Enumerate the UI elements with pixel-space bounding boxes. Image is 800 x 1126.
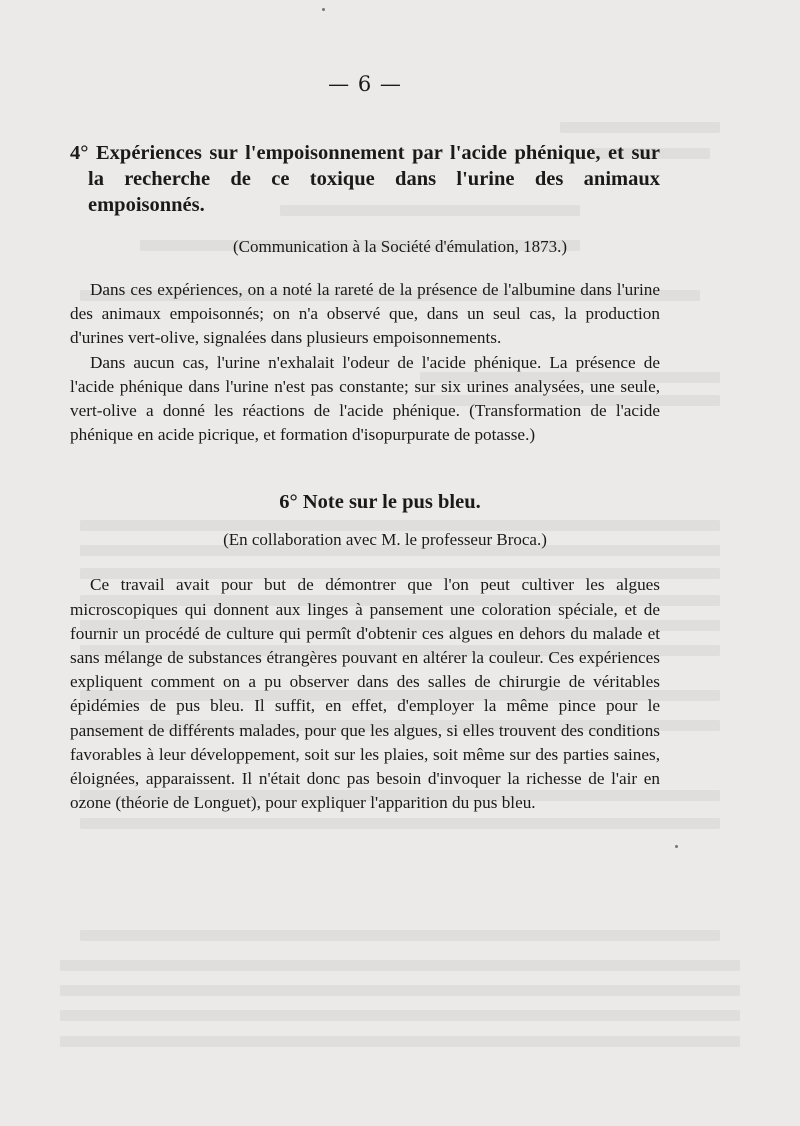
section-4-title: 4° Expériences sur l'empoisonnement par l'acide phénique, et sur la recherche de ce toxique dans l'urine des animaux empoisonnés. [70, 142, 660, 216]
section-4-paragraph-1: Dans ces expériences, on a noté la rareté de la présence de l'albumine dans l'urine des animaux empoisonnés; on n'a observé que, dans un seul cas, la production d'urines vert-olive, signalées dans plusieurs empoisonnements. [70, 280, 660, 348]
speck [675, 845, 678, 848]
section-6-collaboration: (En collaboration avec M. le professeur Broca.) [223, 530, 547, 550]
section-6-paragraph: Ce travail avait pour but de démontrer que l'on peut cultiver les algues microscopiques qui donnent aux linges à pansement une coloration spéciale, et de fournir un procédé de culture qui permît d'obtenir ces algues en dehors du malade et sans mélange de substances étrangères pouvant en altérer la couleur. Ces expériences expliquent comment on a pu observer dans des salles de chirurgie de véritables épidémies de pus bleu. Il suffit, en effet, d'employer la même pince pour le pansement de différents malades, pour que les algues, si elles trouvent des conditions favorables à leur développement, soit sur les plaies, soit même sur des parties saines, éloignées, apparaissent. Il n'était donc pas besoin d'invoquer la richesse de l'air en ozone (théorie de Longuet), pour expliquer l'apparition du pus bleu. [70, 575, 660, 813]
section-4-paragraph-2: Dans aucun cas, l'urine n'exhalait l'odeur de l'acide phénique. La présence de l'acide phénique dans l'urine n'est pas constante; sur six urines analysées, une seule, vert-olive a donné les réactions de l'acide phénique. (Transformation de l'acide phénique en acide picrique, et formation d'isopurpurate de potasse.) [70, 352, 660, 445]
section-6-title: 6° Note sur le pus bleu. [279, 491, 481, 514]
section-4-source: (Communication à la Société d'émulation, 1873.) [232, 237, 567, 256]
section-6 [70, 489, 660, 815]
section-4 [70, 140, 660, 447]
page-content [70, 140, 660, 815]
speck [322, 8, 325, 11]
page-number: — 6 — [328, 72, 402, 96]
